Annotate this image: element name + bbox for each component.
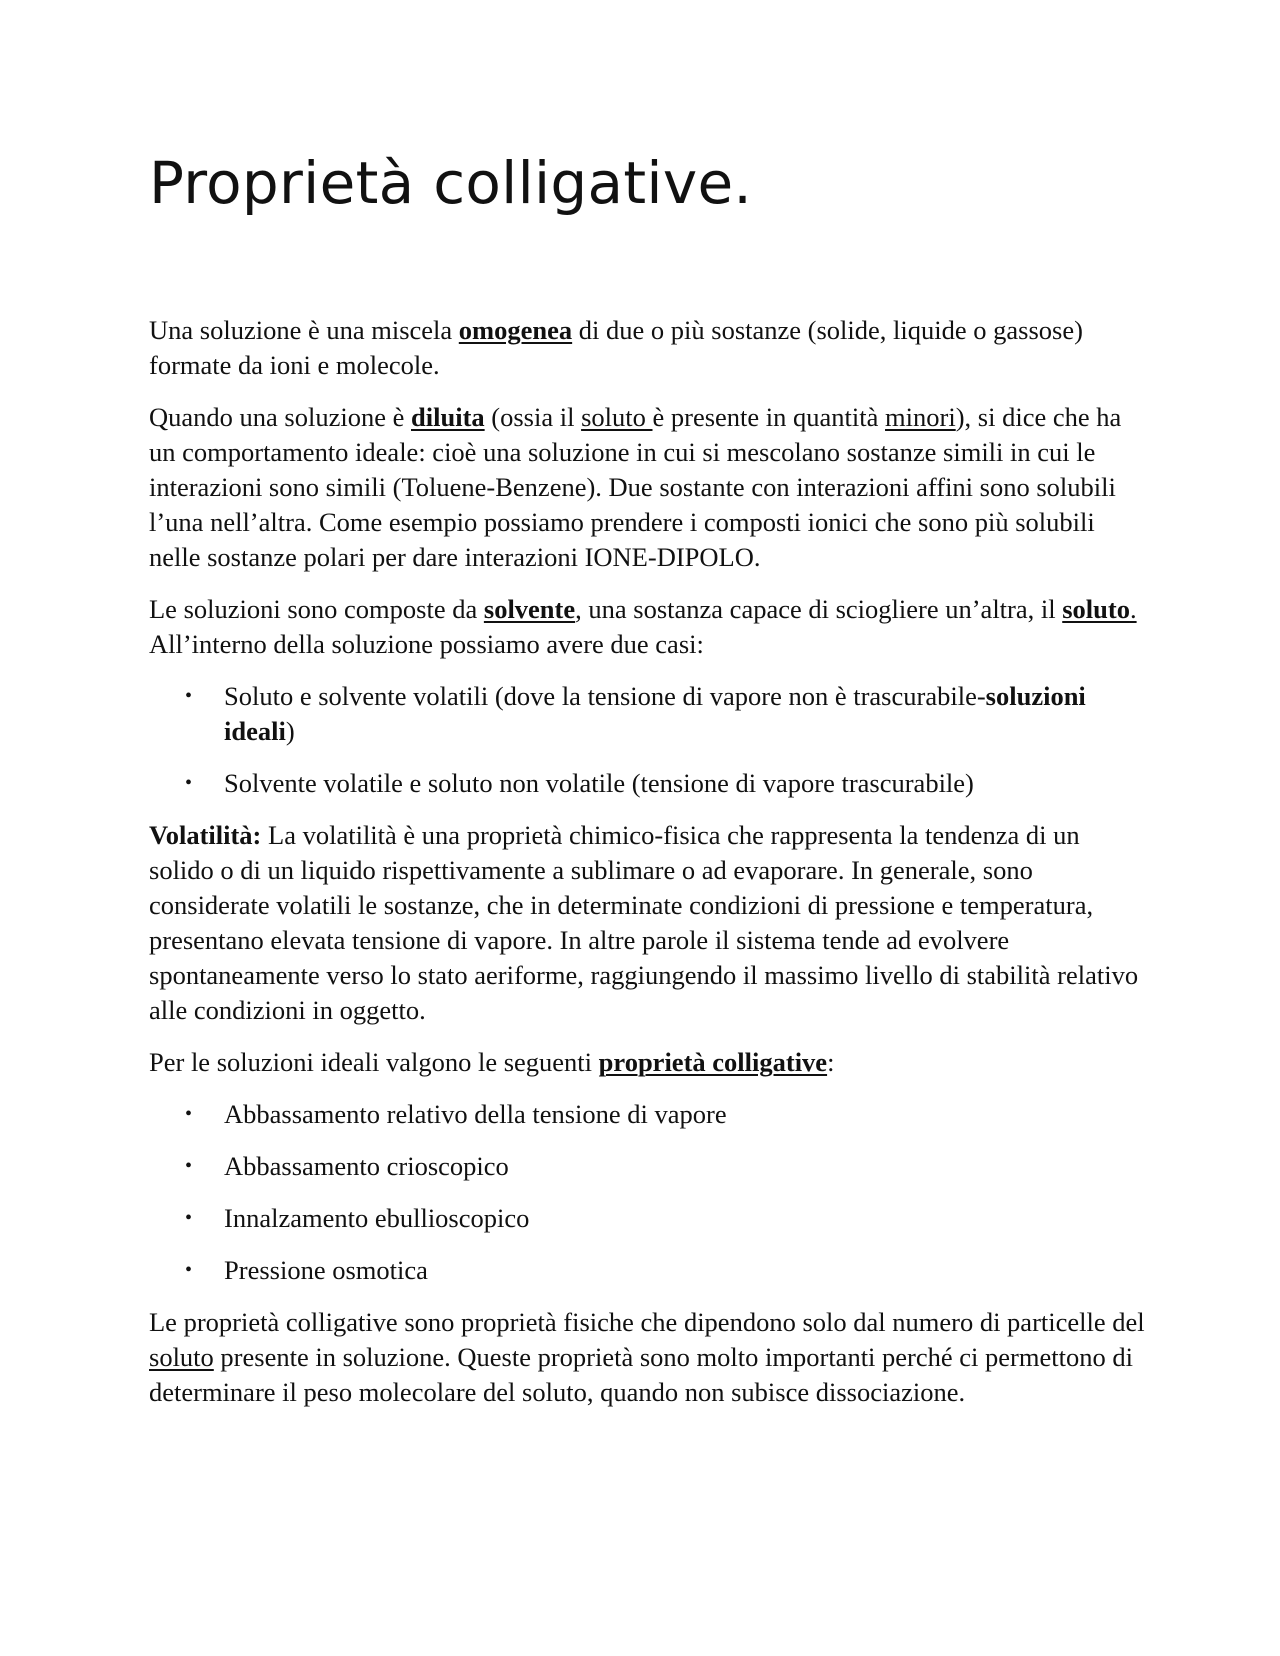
text-run: . xyxy=(1129,594,1137,624)
term-minori: minori xyxy=(885,402,956,432)
term-omogenea: omogenea xyxy=(458,315,573,345)
paragraph-ideal-solutions xyxy=(149,1045,1149,1080)
text-run: Una soluzione è una miscela xyxy=(149,315,459,345)
text-run: Le proprietà colligative sono proprietà fisiche che dipendono solo dal numero di particelle del xyxy=(149,1307,1145,1337)
term-soluto-bold xyxy=(1062,594,1136,624)
cases-list xyxy=(149,679,1149,801)
list-item xyxy=(149,1149,1149,1184)
text-run: La volatilità è una proprietà chimico-fisica che rappresenta la tendenza di un solido o di un liquido rispettivamente a sublimare o ad evaporare. In generale, sono considerate volatili le sostanze, che in determinate condizioni di pressione e temperatura, presentano elevata tensione di vapore. In altre parole il sistema tende ad evolvere spontaneamente verso lo stato aeriforme, raggiungendo il massimo livello di stabilità relativo alle condizioni in oggetto. xyxy=(149,820,1139,1025)
properties-list xyxy=(149,1097,1149,1288)
bullet-icon: • xyxy=(185,1155,193,1177)
text-run: Per le soluzioni ideali valgono le seguenti xyxy=(149,1047,599,1077)
paragraph-dilute-solution xyxy=(149,400,1149,575)
list-item xyxy=(149,1201,1149,1236)
term-proprieta-colligative: proprietà colligative xyxy=(598,1047,828,1077)
list-item xyxy=(149,679,1149,749)
document-body xyxy=(149,313,1149,1427)
text-run: (ossia il xyxy=(484,402,582,432)
text-run: soluto xyxy=(1062,594,1130,624)
term-solvente: solvente xyxy=(483,594,576,624)
text-run: presente in soluzione. Queste proprietà sono molto importanti perché ci permettono di determinare il peso molecolare del soluto, quando non subisce dissociazione. xyxy=(149,1342,1133,1407)
bullet-icon: • xyxy=(185,1103,193,1125)
list-item xyxy=(149,766,1149,801)
bullet-icon: • xyxy=(185,772,193,794)
bullet-icon: • xyxy=(185,1259,193,1281)
text-run: Soluto e solvente volatili (dove la tensione di vapore non è trascurabile- xyxy=(224,681,986,711)
text-run: ) xyxy=(285,716,295,746)
paragraph-colligative-definition xyxy=(149,1305,1149,1410)
text-run: Quando una soluzione è xyxy=(149,402,411,432)
list-item xyxy=(149,1097,1149,1132)
text-run: Abbassamento crioscopico xyxy=(224,1151,509,1181)
text-run: , una sostanza capace di sciogliere un’altra, il xyxy=(575,594,1063,624)
text-run: : xyxy=(827,1047,835,1077)
text-run: Le soluzioni sono composte da xyxy=(149,594,484,624)
text-run: Solvente volatile e soluto non volatile (tensione di vapore trascurabile) xyxy=(224,768,974,798)
list-item xyxy=(149,1253,1149,1288)
paragraph-volatility xyxy=(149,818,1149,1028)
text-run: All’interno della soluzione possiamo avere due casi: xyxy=(149,629,704,659)
text-run: di due o più sostanze (solide, liquide o gassose) formate da ioni e molecole. xyxy=(149,315,1083,380)
label-volatilita: Volatilità: xyxy=(149,820,262,850)
term-soluto: soluto xyxy=(581,402,653,432)
text-run: Pressione osmotica xyxy=(224,1255,428,1285)
text-run: Innalzamento ebullioscopico xyxy=(224,1203,530,1233)
term-diluita: diluita xyxy=(411,402,485,432)
term-soluto: soluto xyxy=(149,1342,214,1372)
paragraph-definition xyxy=(149,313,1149,383)
term-soluzioni-ideali: soluzioni ideali xyxy=(224,681,1086,746)
text-run: ), si dice che ha un comportamento ideale: cioè una soluzione in cui si mescolano sostanze simili in cui le interazioni sono simili (Toluene-Benzene). Due sostante con interazioni affini sono solubili l’una nell’altra. Come esempio possiamo prendere i composti ionici che sono più solubili nelle sostanze polari per dare interazioni IONE-DIPOLO. xyxy=(149,402,1122,572)
bullet-icon: • xyxy=(185,685,193,707)
bullet-icon: • xyxy=(185,1207,193,1229)
page-title: Proprietà colligative. xyxy=(149,149,753,217)
paragraph-solvent-solute xyxy=(149,592,1149,662)
text-run: Abbassamento relativo della tensione di vapore xyxy=(224,1099,727,1129)
text-run: è presente in quantità xyxy=(652,402,886,432)
